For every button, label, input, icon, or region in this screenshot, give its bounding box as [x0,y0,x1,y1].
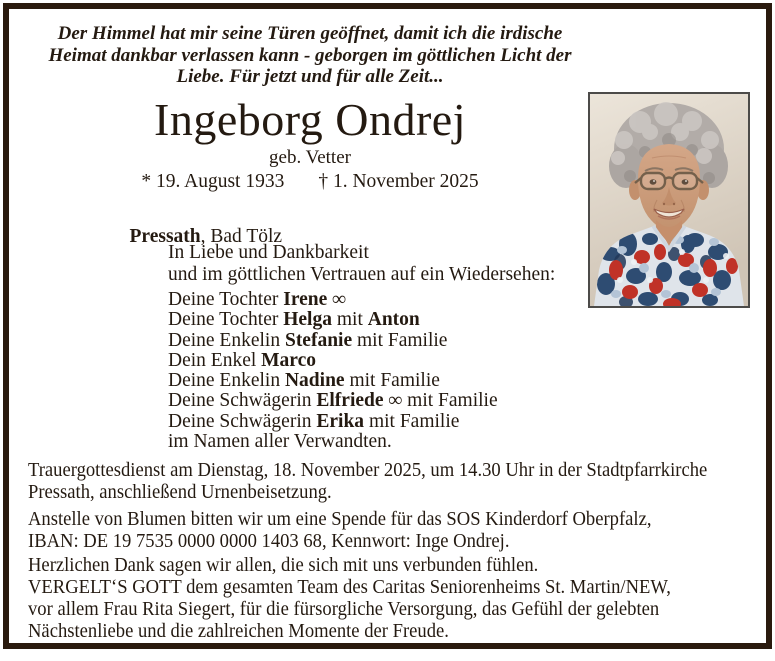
family-name: Elfriede ∞ [316,390,403,412]
family-mid: mit [331,309,368,331]
family-line-granddaughter-nadine [168,371,498,391]
deceased-name: Ingeborg Ondrej [154,94,466,145]
maiden-name: geb. Vetter [269,147,351,168]
thanks-line-2: VERGELT‘S GOTT dem gesamten Team des Caritas Seniorenheims St. Martin/NEW, [28,576,671,598]
elderly-woman-portrait-illustration [590,94,748,306]
family-name-2: Anton [367,309,420,331]
family-line-sisterinlaw-elfriede [168,391,498,411]
epigraph-line-3: Liebe. Für jetzt und für alle Zeit... [176,66,444,87]
life-dates [0,171,620,192]
birth-date: * 19. August 1933 [141,171,285,192]
intro-line-2: und im göttlichen Vertrauen auf ein Wiedersehen: [168,263,556,285]
thanks-line-4: Nächstenliebe und die zahlreichen Momente der Freude. [28,620,449,642]
family-relation: Deine Tochter [168,289,284,310]
intro-lines [168,242,555,285]
service-line-1: Trauergottesdienst am Dienstag, 18. November 2025, um 14.30 Uhr in der Stadtpfarrkirche [28,459,708,481]
family-relation: Deine Tochter [168,309,284,331]
family-list [168,290,498,452]
family-mid: mit Familie [344,370,440,392]
family-name: Stefanie [284,329,353,351]
epigraph [0,23,620,88]
donation-line-2: IBAN: DE 19 7535 0000 0000 1403 68, Kennwort: Inge Ondrej. [28,530,510,552]
donation-paragraph [28,508,763,552]
family-mid: mit Familie [402,390,498,412]
death-date: † 1. November 2025 [318,171,479,192]
family-line-daughter-helga [168,310,498,330]
epigraph-line-2: Heimat dankbar verlassen kann - geborgen im göttlichen Licht der [48,44,572,66]
family-name: Erika [316,410,365,432]
family-line-grandson-marco [168,351,498,371]
family-line-all-relatives [168,432,498,452]
family-relation: Deine Schwägerin [168,390,317,412]
epigraph-line-1: Der Himmel hat mir seine Türen geöffnet, damit ich die irdische [57,23,563,44]
family-line-granddaughter-stefanie [168,331,498,351]
family-name: Irene ∞ [283,289,347,310]
thanks-line-1: Herzlichen Dank sagen wir allen, die sich mit uns verbunden fühlen. [28,554,539,576]
intro-line-1: In Liebe und Dankbarkeit [168,242,369,263]
family-name: Nadine [284,370,345,392]
family-name: Helga [283,309,332,331]
donation-line-1: Anstelle von Blumen bitten wir um eine Spende für das SOS Kinderdorf Oberpfalz, [28,508,652,530]
family-line-sisterinlaw-erika [168,412,498,432]
family-relation: Deine Enkelin [168,329,285,351]
place-primary: Pressath [129,226,201,247]
family-relation: im Namen aller Verwandten. [168,431,392,453]
service-line-2: Pressath, anschließend Urnenbeisetzung. [28,481,332,503]
family-name: Marco [261,349,317,371]
family-relation: Dein Enkel [168,349,262,371]
family-line-daughter-irene [168,290,498,310]
place-secondary: , Bad Tölz [200,226,283,247]
portrait-photo [588,92,750,308]
family-mid: mit Familie [364,410,460,432]
thanks-paragraph [28,554,763,642]
family-relation: Deine Enkelin [168,370,285,392]
funeral-service-paragraph [28,459,763,503]
family-mid: mit Familie [352,329,448,351]
thanks-line-3: vor allem Frau Rita Siegert, für die fürsorgliche Versorgung, das Gefühl der gelebten [28,598,660,620]
family-relation: Deine Schwägerin [168,410,317,432]
